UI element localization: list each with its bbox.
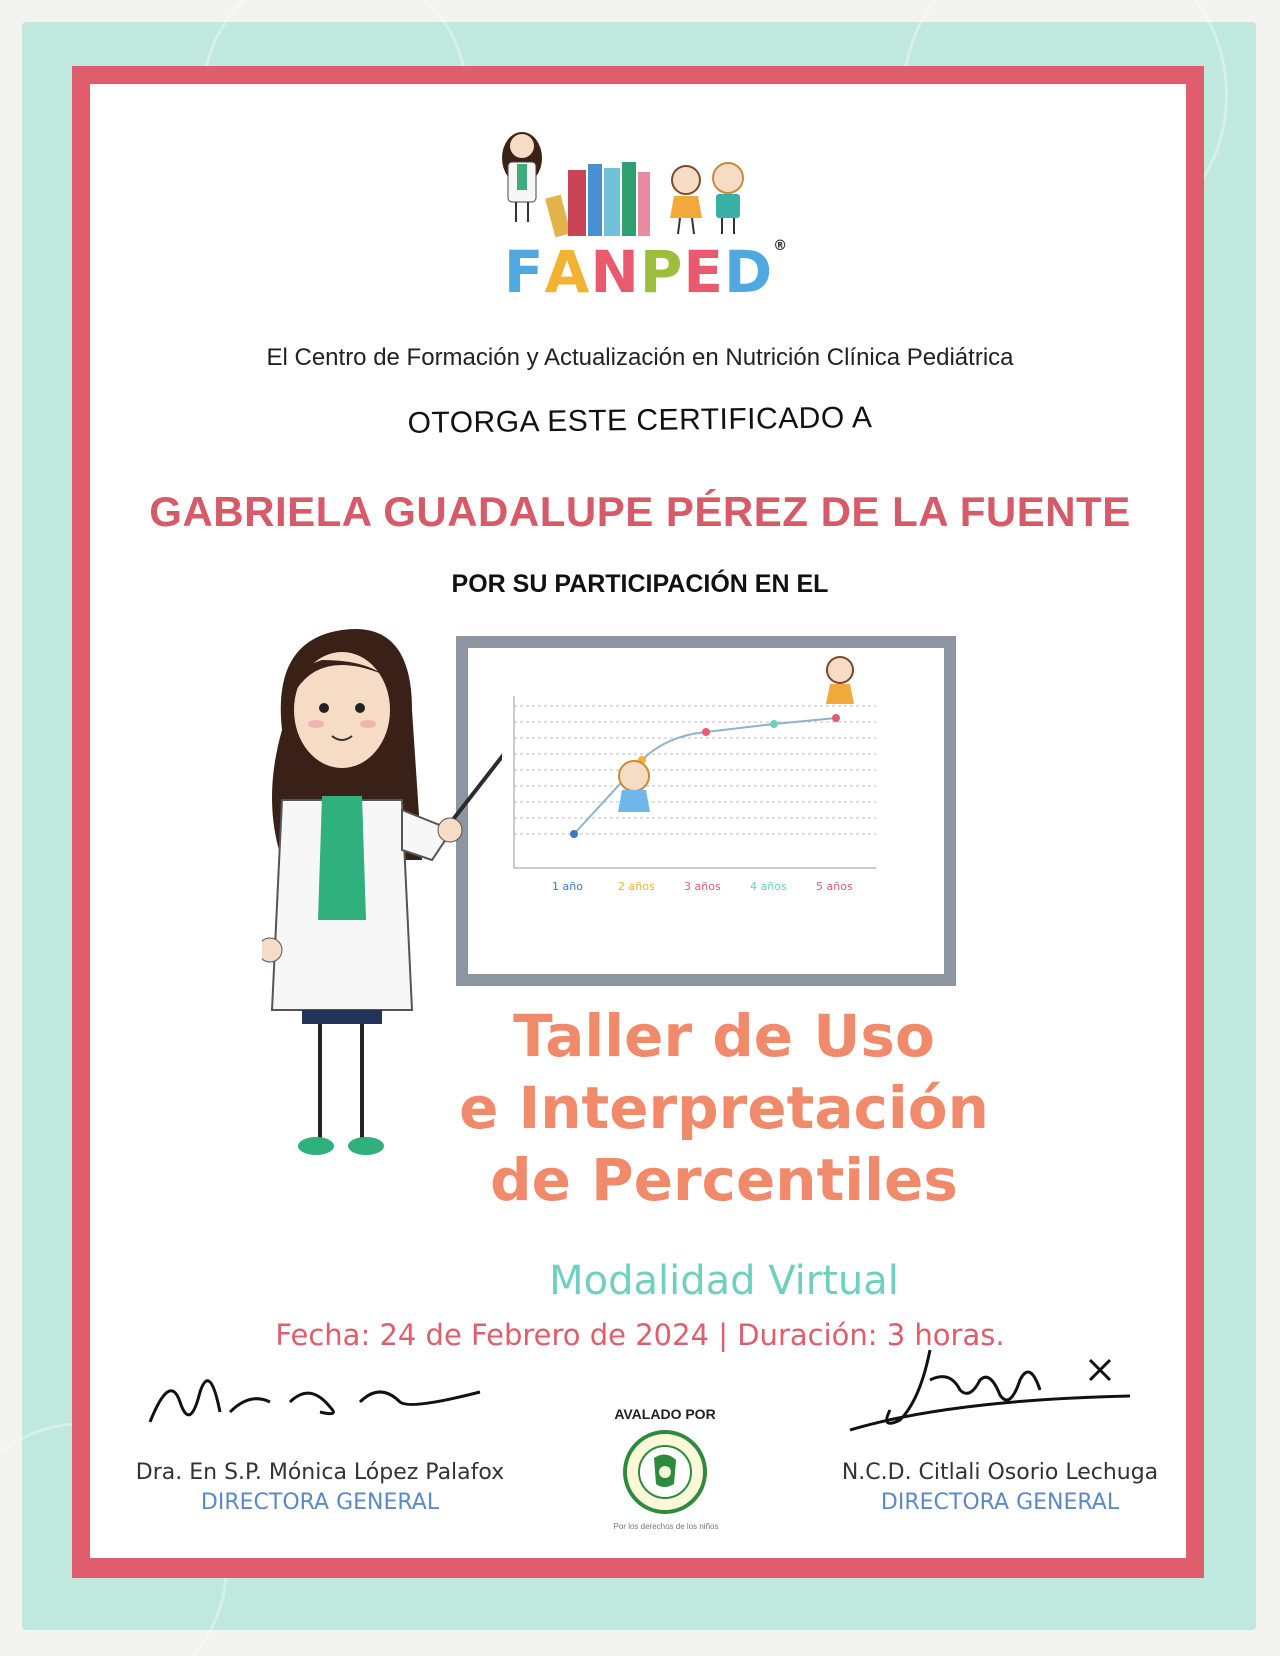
- endorsement-label: AVALADO POR: [614, 1406, 716, 1422]
- organization-name: El Centro de Formación y Actualización en Nutrición Clínica Pediátrica: [266, 344, 1014, 371]
- signatory-name: Dra. En S.P. Mónica López Palafox: [135, 1460, 505, 1485]
- whiteboard-illustration: [456, 636, 956, 986]
- seal-caption: Por los derechos de los niños: [613, 1522, 719, 1531]
- wordmark-letter: A: [544, 238, 591, 306]
- wordmark-letter: F: [503, 238, 545, 306]
- wordmark-letter: D: [724, 238, 774, 306]
- recipient-name: GABRIELA GUADALUPE PÉREZ DE LA FUENTE: [149, 488, 1131, 535]
- course-modality: Modalidad Virtual: [549, 1258, 899, 1304]
- signatory-name: N.C.D. Citlali Osorio Lechuga: [841, 1460, 1159, 1485]
- baby-boy-illustration: [618, 761, 650, 812]
- participation-line: POR SU PARTICIPACIÓN EN EL: [451, 570, 829, 598]
- growth-point: [702, 728, 710, 736]
- chart-x-label: 5 años: [816, 880, 853, 893]
- signatory-role: DIRECTORA GENERAL: [200, 1490, 440, 1515]
- signatory-role: DIRECTORA GENERAL: [880, 1490, 1120, 1515]
- wordmark-letter: E: [683, 238, 725, 306]
- signature-scribble: [830, 1340, 1190, 1450]
- course-title-line: de Percentiles: [490, 1146, 958, 1214]
- signature-scribble: [140, 1362, 500, 1442]
- growth-point: [832, 714, 840, 722]
- wordmark-letter: N: [590, 238, 640, 306]
- wordmark-letter: P: [639, 238, 684, 306]
- registered-mark: ®: [773, 238, 789, 254]
- growth-point: [570, 830, 578, 838]
- grant-line: OTORGA ESTE CERTIFICADO A: [407, 401, 873, 440]
- chart-x-label: 3 años: [684, 880, 721, 893]
- chart-x-label: 4 años: [750, 880, 787, 893]
- chart-x-label: 1 año: [552, 880, 583, 893]
- fanped-wordmark: [496, 238, 796, 306]
- course-title-line: e Interpretación: [459, 1074, 989, 1142]
- course-title-line: Taller de Uso: [513, 1002, 935, 1070]
- course-title: [404, 1000, 1044, 1216]
- course-date-duration: Fecha: 24 de Febrero de 2024 | Duración: 3 horas.: [275, 1318, 1005, 1352]
- fanped-logo: [496, 118, 796, 318]
- endorsement-seal: [618, 1428, 712, 1528]
- chart-x-label: 2 años: [618, 880, 655, 893]
- logo-illustration: [496, 118, 796, 248]
- wordmark-letters: [504, 238, 773, 306]
- growth-point: [770, 720, 778, 728]
